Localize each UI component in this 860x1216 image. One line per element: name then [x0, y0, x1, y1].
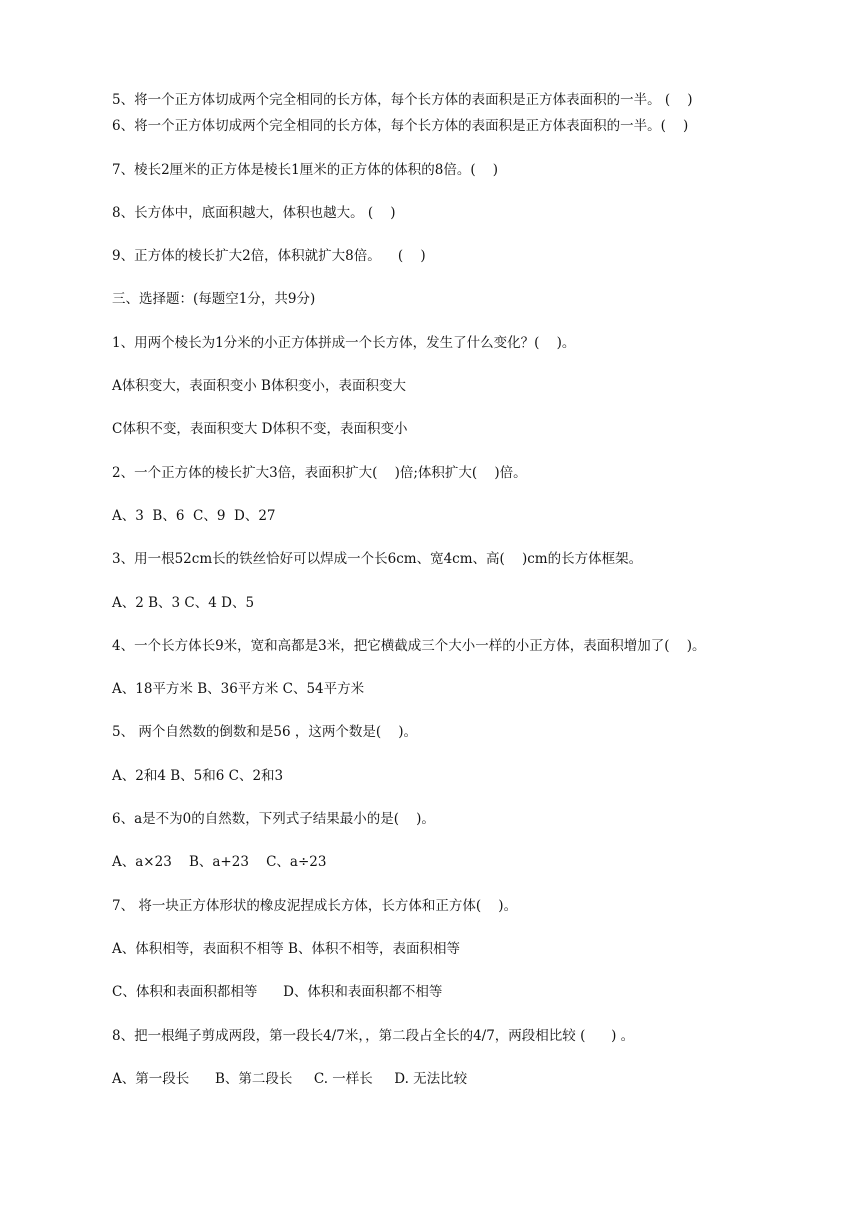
judge-q6: 6、将一个正方体切成两个完全相同的长方体，每个长方体的表面积是正方体表面积的一半。( ): [112, 118, 689, 134]
choice-q6-options: A、a×23 B、a+23 C、a÷23: [112, 854, 327, 870]
choice-q7-options-ab: A、体积相等，表面积不相等 B、体积不相等，表面积相等: [112, 941, 460, 957]
choice-q2-options: A、3 B、6 C、9 D、27: [112, 508, 276, 524]
choice-q4: 4、一个长方体长9米，宽和高都是3米，把它横截成三个大小一样的小正方体，表面积增加了( )。: [112, 638, 706, 654]
choice-q1-options-cd: C体积不变，表面积变大 D体积不变，表面积变小: [112, 421, 408, 437]
judge-q8: 8、长方体中，底面积越大，体积也越大。 ( ): [112, 205, 396, 221]
judge-q9: 9、正方体的棱长扩大2倍，体积就扩大8倍。 ( ): [112, 248, 426, 264]
choice-q8: 8、把一根绳子剪成两段，第一段长4/7米，，第二段占全长的4/7，两段相比较 ( ) 。: [112, 1028, 635, 1044]
choice-q6: 6、a是不为0的自然数，下列式子结果最小的是( )。: [112, 811, 435, 827]
choice-q1-options-ab: A体积变大，表面积变小 B体积变小，表面积变大: [112, 378, 406, 394]
choice-q5: 5、 两个自然数的倒数和是56 ，这两个数是( )。: [112, 724, 418, 740]
choice-q7-options-cd: C、体积和表面积都相等 D、体积和表面积都不相等: [112, 984, 443, 1000]
choice-q1: 1、用两个棱长为1分米的小正方体拼成一个长方体，发生了什么变化？( )。: [112, 335, 576, 351]
judge-q5: 5、将一个正方体切成两个完全相同的长方体，每个长方体的表面积是正方体表面积的一半。 ( ): [112, 92, 693, 108]
choice-q7: 7、 将一块正方体形状的橡皮泥捏成长方体，长方体和正方体( )。: [112, 898, 518, 914]
judge-q7: 7、棱长2厘米的正方体是棱长1厘米的正方体的体积的8倍。( ): [112, 162, 499, 178]
choice-q4-options: A、18平方米 B、36平方米 C、54平方米: [112, 681, 365, 697]
choice-q2: 2、一个正方体的棱长扩大3倍，表面积扩大( )倍;体积扩大( )倍。: [112, 465, 527, 481]
choice-q5-options: A、2和4 B、5和6 C、2和3: [112, 768, 284, 784]
section-heading: 三、选择题：(每题空1分，共9分): [112, 291, 316, 307]
choice-q8-options: A、第一段长 B、第二段长 C. 一样长 D. 无法比较: [112, 1071, 468, 1087]
choice-q3: 3、用一根52cm长的铁丝恰好可以焊成一个长6cm、宽4cm、高( )cm的长方体框架。: [112, 551, 643, 567]
choice-q3-options: A、2 B、3 C、4 D、5: [112, 595, 255, 611]
